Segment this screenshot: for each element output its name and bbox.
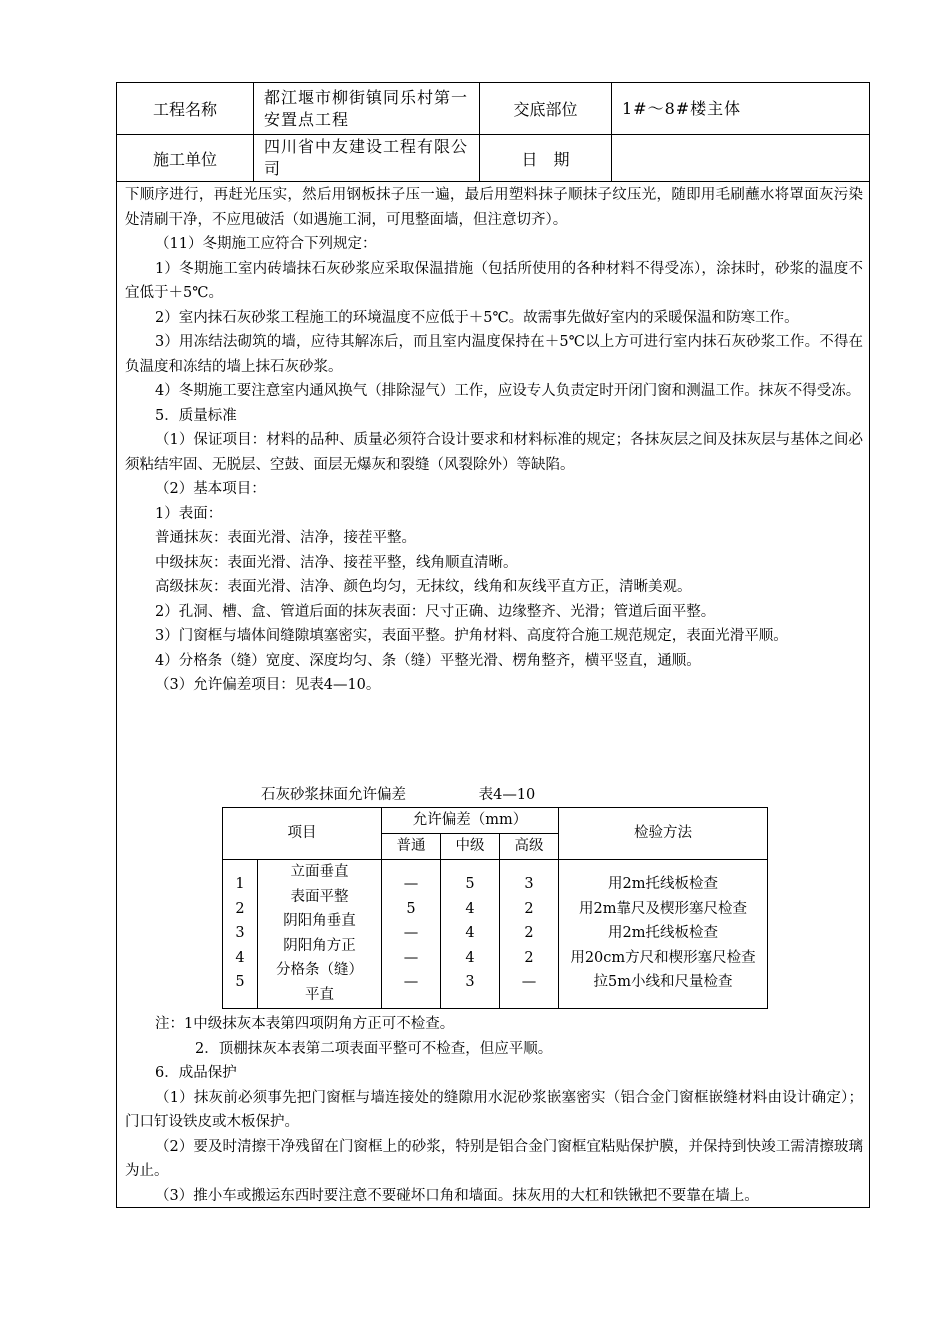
note-paragraph: （2）要及时清擦干净残留在门窗框上的砂浆，特别是铝合金门窗框宜粘贴保护膜，并保持到快竣工需清擦玻璃为止。 <box>125 1138 863 1179</box>
company-label: 施工单位 <box>152 149 217 169</box>
company-value: 四川省中友建设工程有限公司 <box>264 137 469 178</box>
body-paragraph: 1）冬期施工室内砖墙抹石灰砂浆应采取保温措施（包括所使用的各种材料不得受冻），涂抹时，砂浆的温度不宜低于＋5℃。 <box>125 260 863 301</box>
note-paragraph: （1）抹灰前必须事先把门窗框与墙连接处的缝隙用水泥砂浆嵌塞密实（铝合金门窗框嵌缝材料由设计确定）；门口钉设铁皮或木板保护。 <box>125 1089 863 1130</box>
th-mid: 中级 <box>441 834 500 860</box>
date-label: 日 期 <box>521 149 570 169</box>
body-text <box>125 183 863 698</box>
deviation-table <box>222 807 768 1009</box>
th-method: 检验方法 <box>559 808 768 860</box>
body-paragraph: 中级抹灰：表面光滑、洁净、接茬平整，线角顺直清晰。 <box>155 554 518 571</box>
body-paragraph: 2）孔洞、槽、盒、管道后面的抹灰表面：尺寸正确、边缘整齐、光滑；管道后面平整。 <box>155 603 716 620</box>
body-paragraph: 1）表面： <box>155 505 223 522</box>
header-bottom-divider <box>117 181 869 182</box>
td-normal: — 5 — — — <box>382 859 441 1008</box>
body-paragraph: 3）用冻结法砌筑的墙，应待其解冻后，而且室内温度保持在＋5℃以上方可进行室内抹石灰砂浆工作。不得在负温度和冻结的墙上抹石灰砂浆。 <box>125 334 863 375</box>
body-paragraph: 下顺序进行，再赶光压实，然后用钢板抹子压一遍，最后用塑料抹子顺抹子纹压光，随即用毛刷蘸水将罩面灰污染处清刷干净，不应甩破活（如遇施工洞，可甩整面墙，但注意切齐）。 <box>125 187 863 228</box>
table-caption-number: 表4—10 <box>478 787 536 803</box>
th-normal: 普通 <box>382 834 441 860</box>
notes-text <box>125 1012 863 1208</box>
body-paragraph: 3）门窗框与墙体间缝隙填塞密实，表面平整。护角材料、高度符合施工规范规定，表面光滑平顺。 <box>155 628 788 644</box>
body-paragraph: 普通抹灰：表面光滑、洁净，接茬平整。 <box>155 530 416 546</box>
project-name-label: 工程名称 <box>152 100 217 119</box>
body-paragraph: 4）分格条（缝）宽度、深度均匀、条（缝）平整光滑、楞角整齐，横平竖直，通顺。 <box>155 652 701 669</box>
table-caption-title: 石灰砂浆抹面允许偏差 <box>261 787 406 803</box>
part-value: 1#～8#楼主体 <box>622 98 742 118</box>
project-name-value: 都江堰市柳街镇同乐村第一安置点工程 <box>264 87 469 129</box>
date-value <box>612 135 862 181</box>
td-high: 3 2 2 2 — <box>500 859 559 1008</box>
body-paragraph: 2）室内抹石灰砂浆工程施工的环境温度不应低于＋5℃。故需事先做好室内的采暖保温和防寒工作。 <box>155 309 799 326</box>
note-paragraph: （3）推小车或搬运东西时要注意不要碰坏口角和墙面。抹灰用的大杠和铁锹把不要靠在墙上。 <box>155 1187 759 1204</box>
note-paragraph: 2．顶棚抹灰本表第二项表面平整可不检查，但应平顺。 <box>195 1040 553 1057</box>
td-numbers: 1 2 3 4 5 <box>223 859 258 1008</box>
body-paragraph: （1）保证项目：材料的品种、质量必须符合设计要求和材料标准的规定；各抹灰层之间及抹灰层与基体之间必须粘结牢固、无脱层、空鼓、面层无爆灰和裂缝（风裂除外）等缺陷。 <box>125 432 863 473</box>
body-paragraph: 高级抹灰：表面光滑、洁净、颜色均匀，无抹纹，线角和灰线平直方正，清晰美观。 <box>155 579 692 595</box>
note-paragraph: 6．成品保护 <box>155 1065 237 1081</box>
th-high: 高级 <box>500 834 559 860</box>
body-paragraph: （2）基本项目： <box>155 481 266 497</box>
part-label: 交底部位 <box>513 100 578 119</box>
note-paragraph: 注：1中级抹灰本表第四项阴角方正可不检查。 <box>155 1016 455 1032</box>
body-paragraph: 5．质量标准 <box>155 407 237 424</box>
body-paragraph: 4）冬期施工要注意室内通风换气（排除湿气）工作，应设专人负责定时开闭门窗和测温工作。抹灰不得受冻。 <box>155 383 861 399</box>
td-mid: 5 4 4 4 3 <box>441 859 500 1008</box>
th-item: 项目 <box>223 808 382 860</box>
td-items: 立面垂直 表面平整 阴阳角垂直 阴阳角方正 分格条（缝） 平直 <box>258 859 382 1008</box>
document-sheet <box>116 82 870 1208</box>
td-methods: 用2m托线板检查 用2m靠尺及楔形塞尺检查 用2m托线板检查 用20cm方尺和楔形塞尺检查 拉5m小线和尺量检查 <box>559 859 768 1008</box>
body-paragraph: （3）允许偏差项目：见表4—10。 <box>155 677 381 693</box>
th-tolerance: 允许偏差（mm） <box>382 808 559 834</box>
table-caption <box>261 783 535 804</box>
body-paragraph: （11）冬期施工应符合下列规定： <box>155 236 377 252</box>
